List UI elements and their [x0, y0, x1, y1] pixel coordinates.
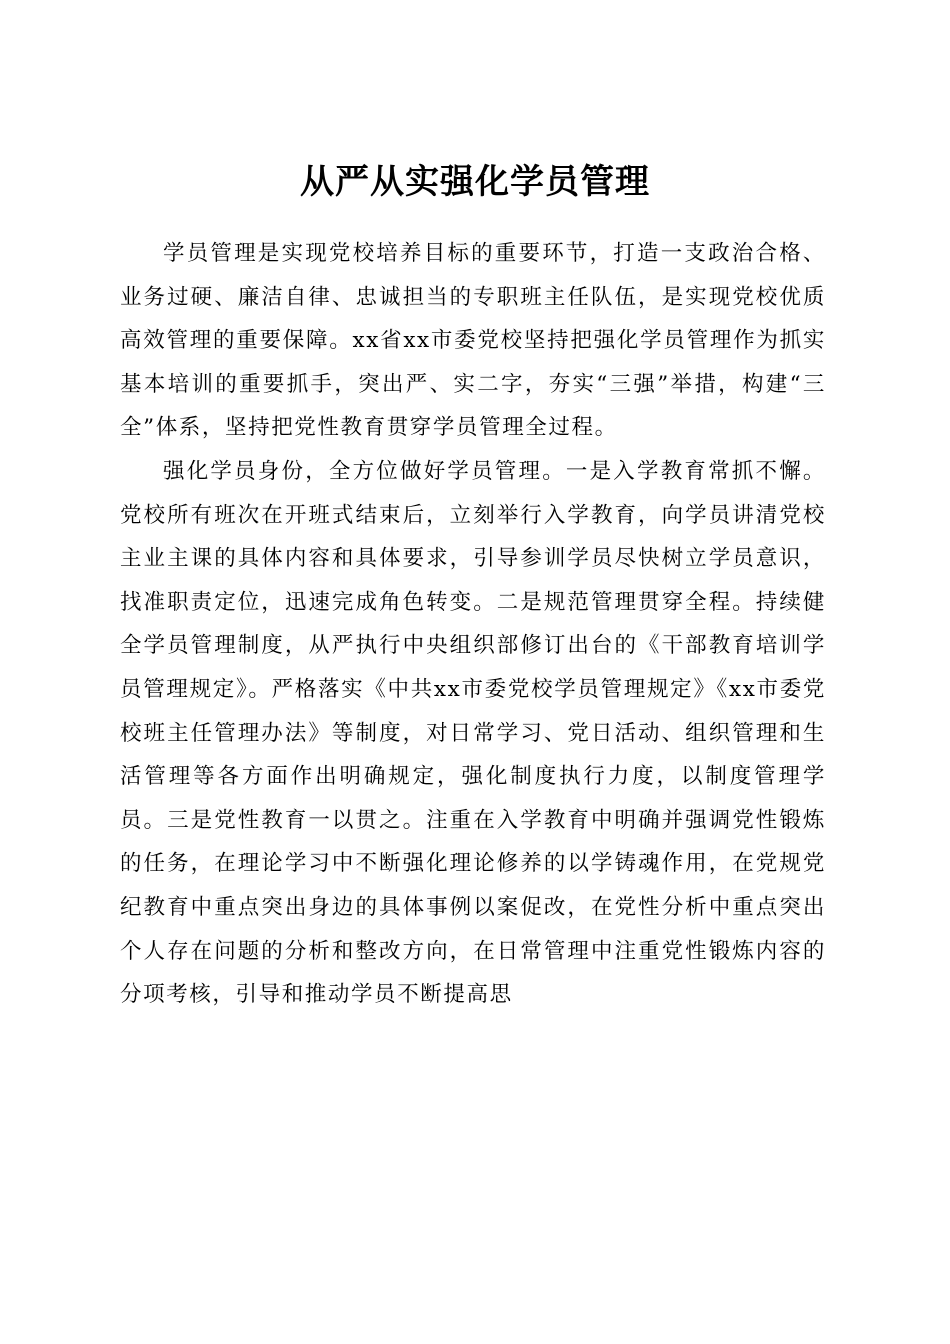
document-body — [120, 232, 826, 1017]
paragraph-student-identity: 强化学员身份，全方位做好学员管理。一是入学教育常抓不懈。党校所有班次在开班式结束后，立刻举行入学教育，向学员讲清党校主业主课的具体内容和具体要求，引导参训学员尽快树立学员意识，找准职责定位，迅速完成角色转变。二是规范管理贯穿全程。持续健全学员管理制度，从严执行中央组织部修订出台的《干部教育培训学员管理规定》。严格落实《中共xx市委党校学员管理规定》《xx市委党校班主任管理办法》等制度，对日常学习、党日活动、组织管理和生活管理等各方面作出明确规定，强化制度执行力度，以制度管理学员。三是党性教育一以贯之。注重在入学教育中明确并强调党性锻炼的任务，在理论学习中不断强化理论修养的以学铸魂作用，在党规党纪教育中重点突出身边的具体事例以案促改，在党性分析中重点突出个人存在问题的分析和整改方向，在日常管理中注重党性锻炼内容的分项考核，引导和推动学员不断提高思 — [120, 458, 826, 1008]
document-title: 从严从实强化学员管理 — [300, 161, 650, 202]
paragraph-intro: 学员管理是实现党校培养目标的重要环节，打造一支政治合格、业务过硬、廉洁自律、忠诚担当的专职班主任队伍，是实现党校优质高效管理的重要保障。xx省xx市委党校坚持把强化学员管理作为抓实基本培训的重要抓手，突出严、实二字，夯实“三强”举措，构建“三全”体系，坚持把党性教育贯穿学员管理全过程。 — [120, 241, 826, 441]
